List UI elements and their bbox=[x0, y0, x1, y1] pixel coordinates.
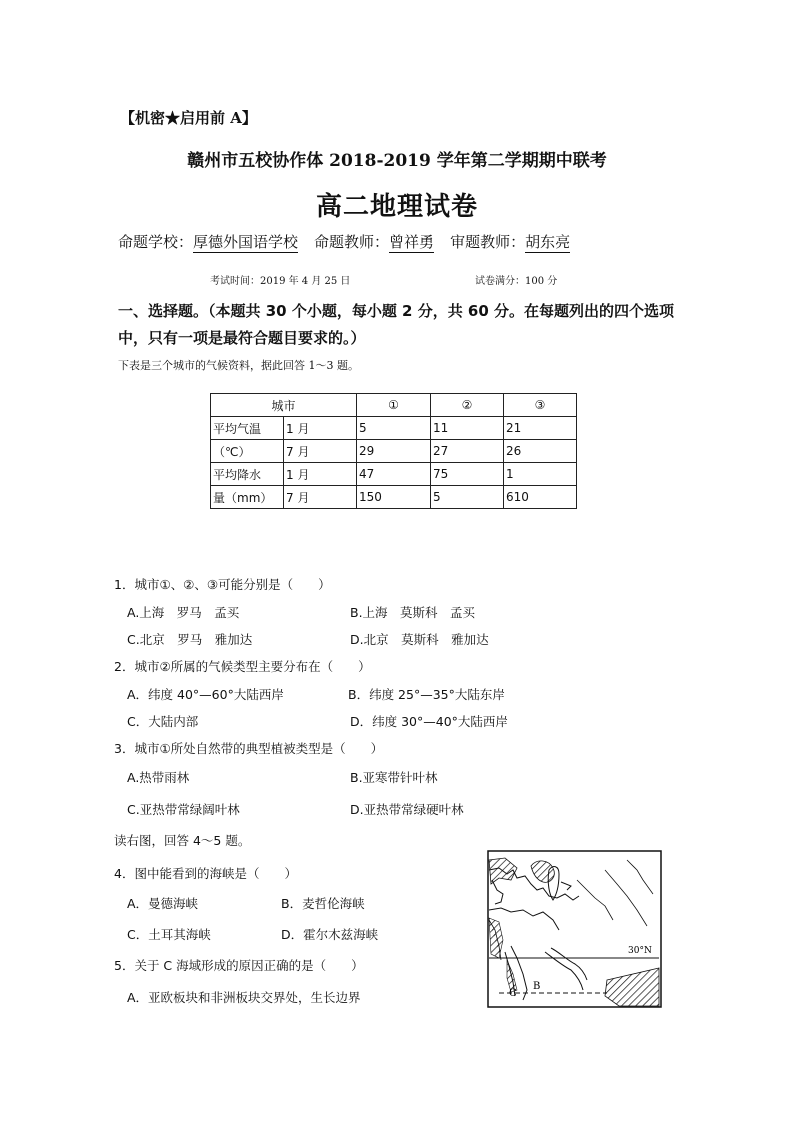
question-3-option-b: B.亚寒带针叶林 bbox=[350, 770, 438, 785]
school-name: 厚德外国语学校 bbox=[193, 233, 299, 251]
table-header-row bbox=[211, 394, 577, 417]
map-figure bbox=[487, 850, 662, 1008]
table-cell: 1 bbox=[504, 463, 577, 486]
question-4-option-c: C．土耳其海峡 bbox=[127, 927, 211, 942]
table-cell: 平均降水 bbox=[211, 463, 284, 486]
table-cell: 7 月 bbox=[284, 486, 357, 509]
question-4-option-d: D．霍尔木兹海峡 bbox=[281, 927, 379, 942]
table-row bbox=[211, 440, 577, 463]
table-cell: 7 月 bbox=[284, 440, 357, 463]
table-cell: 5 bbox=[431, 486, 504, 509]
table-cell: 29 bbox=[357, 440, 431, 463]
table-row bbox=[211, 417, 577, 440]
question-2-stem: 2．城市②所属的气候类型主要分布在（ ） bbox=[114, 659, 371, 674]
table-cell: 150 bbox=[357, 486, 431, 509]
question-1-option-c: C.北京 罗马 雅加达 bbox=[127, 632, 253, 647]
map-label-c: C bbox=[509, 988, 517, 999]
question-1-option-a: A.上海 罗马 孟买 bbox=[127, 605, 240, 620]
page-title: 高二地理试卷 bbox=[315, 192, 478, 222]
question-4-stem: 4．图中能看到的海峡是（ ） bbox=[114, 866, 297, 881]
confidential-mark: 【机密★启用前 A】 bbox=[120, 109, 257, 127]
question-3-stem: 3．城市①所处自然带的典型植被类型是（ ） bbox=[114, 741, 384, 756]
table-cell: 610 bbox=[504, 486, 577, 509]
climate-table bbox=[210, 393, 577, 509]
section-heading: 一、选择题。（本题共 30 个小题，每小题 2 分，共 60 分。在每题列出的四个选项中，只有一项是最符合题目要求的。） bbox=[118, 302, 675, 347]
table-cell: 27 bbox=[431, 440, 504, 463]
table-cell: 26 bbox=[504, 440, 577, 463]
table-row bbox=[211, 486, 577, 509]
question-3-option-a: A.热带雨林 bbox=[127, 770, 190, 785]
table-cell: 1 月 bbox=[284, 463, 357, 486]
question-2-option-c: C．大陆内部 bbox=[127, 714, 199, 729]
question-1-option-b: B.上海 莫斯科 孟买 bbox=[350, 605, 476, 620]
staff-line bbox=[118, 231, 570, 252]
question-1-option-d: D.北京 莫斯科 雅加达 bbox=[350, 632, 489, 647]
table-row bbox=[211, 463, 577, 486]
question-1-stem: 1．城市①、②、③可能分别是（ ） bbox=[114, 577, 331, 592]
teacher-label: 命题教师： bbox=[314, 233, 390, 251]
reviewer-label: 审题教师： bbox=[450, 233, 526, 251]
question-3-option-d: D.亚热带常绿硬叶林 bbox=[350, 802, 464, 817]
question-2-option-a: A．纬度 40°—60°大陆西岸 bbox=[127, 687, 284, 702]
question-4-option-b: B．麦哲伦海峡 bbox=[281, 896, 365, 911]
map-label-b: B bbox=[533, 981, 541, 992]
table-cell: 1 月 bbox=[284, 417, 357, 440]
school-label: 命题学校： bbox=[118, 233, 194, 251]
table-cell: 量（mm） bbox=[211, 486, 284, 509]
table-header-cell: ③ bbox=[504, 394, 577, 417]
table-cell: 75 bbox=[431, 463, 504, 486]
table-cell: 47 bbox=[357, 463, 431, 486]
exam-name: 赣州市五校协作体 2018-2019 学年第二学期期中联考 bbox=[187, 151, 607, 171]
exam-time: 考试时间：2019 年 4 月 25 日 bbox=[210, 276, 351, 287]
table-cell: 21 bbox=[504, 417, 577, 440]
reviewer-name: 胡东亮 bbox=[525, 233, 571, 251]
question-5-option-a: A．亚欧板块和非洲板块交界处，生长边界 bbox=[127, 990, 361, 1005]
question-4-option-a: A．曼德海峡 bbox=[127, 896, 199, 911]
question-2-option-d: D．纬度 30°—40°大陆西岸 bbox=[350, 714, 508, 729]
table-header-cell: 城市 bbox=[211, 394, 357, 417]
table-intro: 下表是三个城市的气候资料，据此回答 1～3 题。 bbox=[118, 359, 359, 372]
table-header-cell: ① bbox=[357, 394, 431, 417]
table-cell: 平均气温 bbox=[211, 417, 284, 440]
table-header-cell: ② bbox=[431, 394, 504, 417]
question-3-option-c: C.亚热带常绿阔叶林 bbox=[127, 802, 240, 817]
question-5-stem: 5．关于 C 海域形成的原因正确的是（ ） bbox=[114, 958, 364, 973]
exam-score: 试卷满分：100 分 bbox=[475, 276, 558, 287]
table-cell: 5 bbox=[357, 417, 431, 440]
table-cell: 11 bbox=[431, 417, 504, 440]
teacher-name: 曾祥勇 bbox=[389, 233, 435, 251]
map-intro: 读右图，回答 4～5 题。 bbox=[114, 833, 251, 848]
question-2-option-b: B．纬度 25°—35°大陆东岸 bbox=[348, 687, 505, 702]
table-cell: （℃） bbox=[211, 440, 284, 463]
map-lat-label: 30°N bbox=[628, 946, 652, 956]
